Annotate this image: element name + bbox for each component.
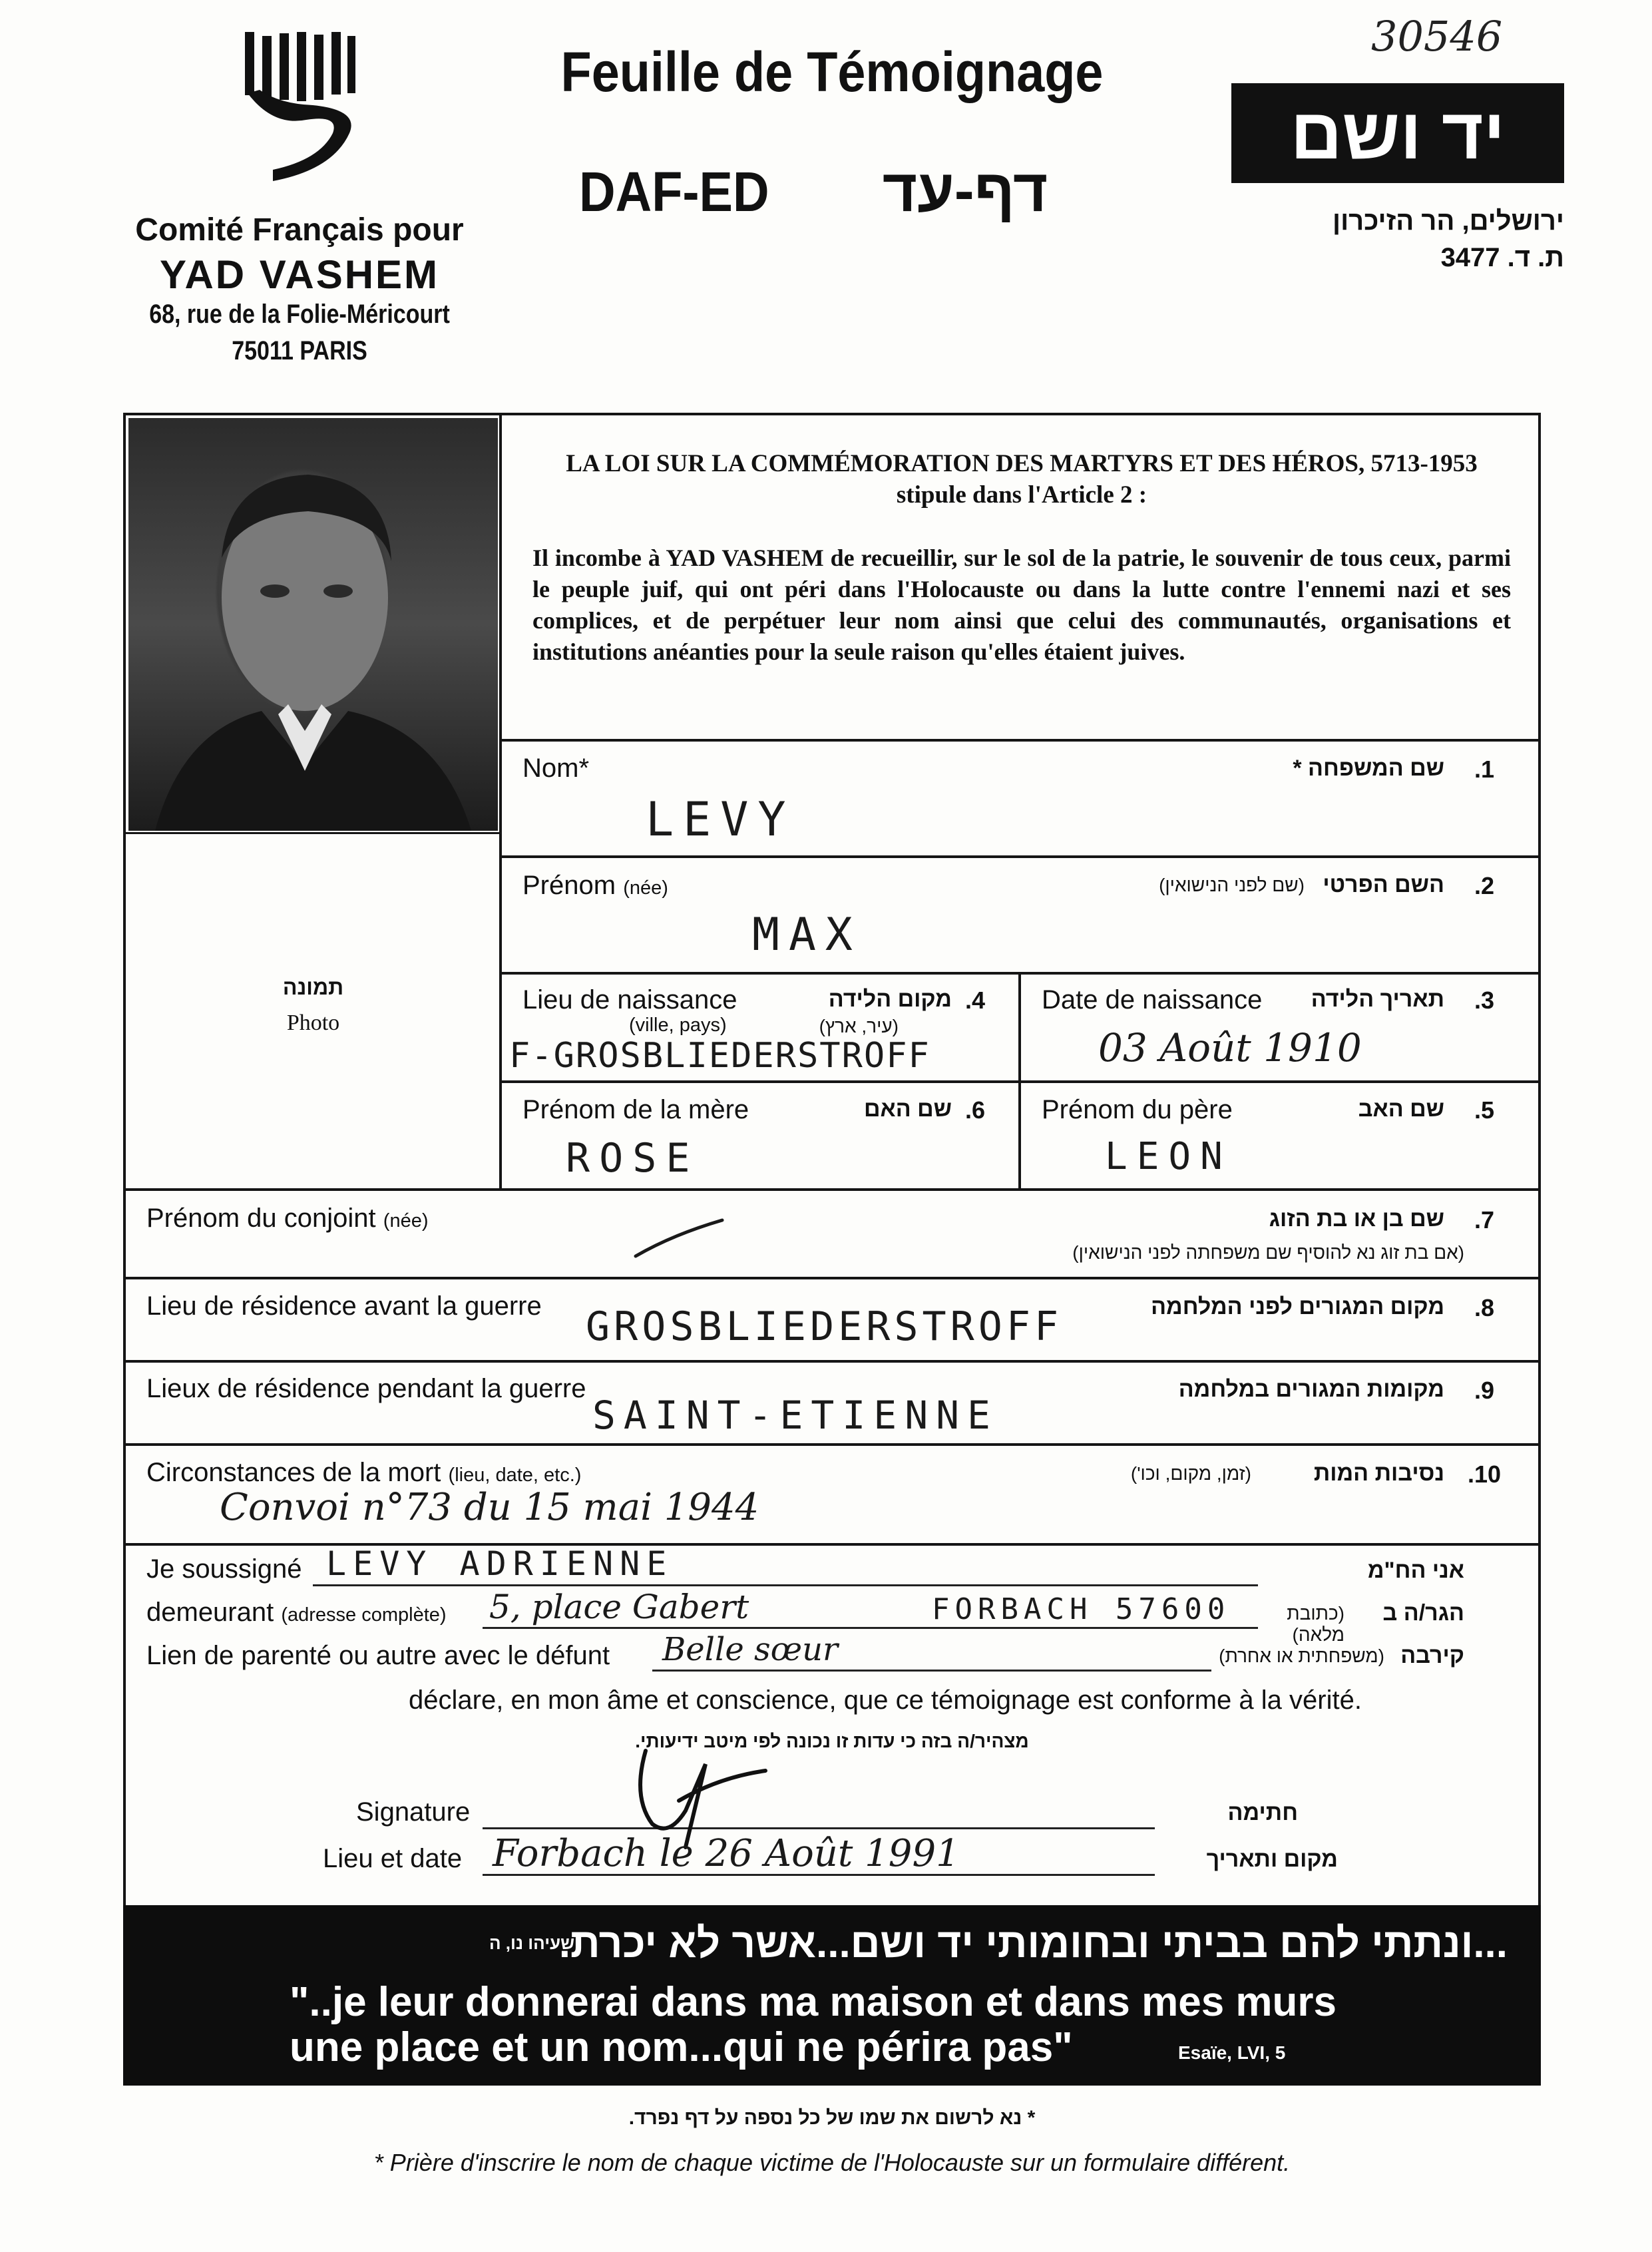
law-body: Il incombe à YAD VASHEM de recueillir, sur le sol de la patrie, le souvenir de tous ceux, parmi le peuple juif, qui ont péri dans l'Holocauste ou dans la lutte contre l'ennemi nazi et ses complices, et de perpétuer leur nom ainsi que celui des communautés, organisations et institutions anéanties pour la seule raison qu'elles étaient juives. (532, 545, 1511, 665)
field-8-number: .8 (1474, 1294, 1495, 1321)
field-7-hebrew: שם בן או בת הזוג (1269, 1206, 1444, 1232)
menorah-logo-icon (233, 27, 366, 193)
photo-column-divider (499, 413, 502, 1188)
lien-value[interactable]: Belle sœur (662, 1631, 838, 1668)
org-name-line1: Comité Français pour (135, 212, 464, 248)
soussigne-line (313, 1584, 1258, 1586)
field-10-number: .10 (1468, 1461, 1502, 1488)
demeurant-city[interactable]: FORBACH 57600 (932, 1592, 1231, 1626)
quote-banner (123, 1905, 1541, 2086)
field-5-label: Prénom du père (1042, 1095, 1233, 1124)
field-3-number: .3 (1474, 987, 1495, 1014)
declaration-text: déclare, en mon âme et conscience, que ce témoignage est conforme à la vérité. (409, 1686, 1362, 1715)
field-8-label: Lieu de résidence avant la guerre (146, 1291, 542, 1321)
field-1-number: .1 (1474, 756, 1495, 783)
field-4-label-small: (ville, pays) (629, 1014, 727, 1036)
lien-line (652, 1670, 1211, 1672)
signature-line (483, 1827, 1155, 1829)
field-5-hebrew: שם האב (1358, 1096, 1444, 1122)
field-2-hebrew: השם הפרטי (1323, 872, 1444, 897)
field-1-label: Nom* (522, 754, 590, 783)
place-date-label: Lieu et date (323, 1844, 463, 1873)
page-title: Feuille de Témoignage (560, 41, 1104, 103)
row-rule-9 (123, 1443, 1541, 1446)
archive-number: 30546 (1371, 12, 1503, 61)
signature-hebrew: חתימה (1227, 1800, 1298, 1825)
org-city: 75011 PARIS (232, 336, 367, 365)
org-address: 68, rue de la Folie-Méricourt (149, 300, 450, 329)
soussigne-label: Je soussigné (146, 1554, 302, 1584)
field-6-number: .6 (965, 1096, 986, 1124)
field-1-value[interactable]: LEVY (646, 792, 795, 847)
photo-label: Photo (286, 1011, 340, 1035)
field-6-label: Prénom de la mère (522, 1095, 749, 1124)
field-3-value[interactable]: 03 Août 1910 (1098, 1025, 1362, 1070)
photo-label-hebrew: תמונה (282, 975, 344, 999)
field-8-hebrew: מקום המגורים לפני המלחמה (1151, 1294, 1444, 1319)
field-9-label: Lieux de résidence pendant la guerre (146, 1374, 586, 1403)
field-2-label (522, 871, 668, 901)
demeurant-label-text: demeurant (146, 1598, 274, 1627)
victim-photo (128, 418, 498, 831)
col-divider-34 (1018, 972, 1021, 1188)
field-2-value[interactable]: MAX (752, 909, 862, 961)
demeurant-hebrew: הגר/ה ב (1382, 1600, 1464, 1626)
po-box: ת. ד. 3477 (1440, 243, 1564, 272)
field-2-hebrew-small: (שם לפני הנישואין) (1159, 875, 1305, 895)
yad-vashem-logo (1231, 83, 1564, 183)
row-rule-8 (123, 1360, 1541, 1363)
place-date-value[interactable]: Forbach le 26 Août 1991 (493, 1832, 960, 1875)
field-7-hebrew-small: (אם בת זוג נא להוסיף שם משפחתה לפני הנישואין) (1072, 1242, 1464, 1263)
subtitle-latin: DAF-ED (579, 160, 769, 223)
footer-note: * Prière d'inscrire le nom de chaque victime de l'Holocauste sur un formulaire différent. (373, 2149, 1291, 2176)
demeurant-line (483, 1627, 1258, 1629)
field-7-label-small: (née) (383, 1210, 429, 1232)
field-6-hebrew: שם האם (864, 1096, 952, 1122)
field-9-number: .9 (1474, 1377, 1495, 1404)
row-rule-6 (123, 1188, 1541, 1191)
place-date-hebrew: מקום ותאריך (1206, 1847, 1338, 1872)
row-rule-1 (499, 855, 1541, 858)
lien-hebrew: קירבה (1400, 1643, 1464, 1668)
field-10-hebrew-small: (זמן, מקום, וכו') (1130, 1463, 1251, 1484)
field-7-number: .7 (1474, 1206, 1495, 1234)
field-10-hebrew: נסיבות המות (1313, 1461, 1444, 1486)
field-4-hebrew: מקום הלידה (828, 987, 952, 1012)
law-title: LA LOI SUR LA COMMÉMORATION DES MARTYRS ET DES HÉROS, 5713-1953 (566, 450, 1478, 477)
field-3-label: Date de naissance (1042, 985, 1263, 1014)
field-1-hebrew: שם המשפחה * (1293, 756, 1444, 781)
law-subtitle: stipule dans l'Article 2 : (896, 481, 1147, 509)
row-rule-law (499, 739, 1541, 742)
declaration-hebrew: מצהיר/ה בזה כי עדות זו נכונה לפי מיטב ידיעותי. (635, 1731, 1029, 1751)
demeurant-hebrew-small: (כתובת מלאה) (1287, 1603, 1344, 1645)
field-5-number: .5 (1474, 1096, 1495, 1124)
signature-label: Signature (356, 1797, 471, 1827)
demeurant-label (146, 1598, 447, 1628)
soussigne-value[interactable]: LEVY ADRIENNE (326, 1544, 674, 1583)
banner-hebrew: ...ונתתי להם בביתי ובחומותי יד ושם...אשר לא יכרת. (558, 1920, 1508, 1966)
field-2-number: .2 (1474, 872, 1495, 899)
field-3-hebrew: תאריך הלידה (1311, 987, 1444, 1012)
soussigne-hebrew: אני הח"מ (1367, 1558, 1464, 1583)
demeurant-label-small: (adresse complète) (281, 1604, 447, 1626)
field-4-label: Lieu de naissance (522, 985, 737, 1014)
field-9-value[interactable]: SAINT-ETIENNE (592, 1393, 998, 1438)
portrait-silhouette-icon (128, 418, 498, 831)
row-rule-7 (123, 1277, 1541, 1279)
org-name-line2: YAD VASHEM (159, 252, 440, 297)
field-2-label-small: (née) (623, 877, 668, 899)
field-6-value[interactable]: ROSE (566, 1135, 700, 1182)
field-10-label (146, 1458, 581, 1488)
jerusalem-address: ירושלים, הר הזיכרון (1333, 206, 1564, 236)
field-5-value[interactable]: LEON (1105, 1135, 1232, 1178)
banner-line1: "..je leur donnerai dans ma maison et dans mes murs (290, 1979, 1337, 2025)
banner-hebrew-ref: ישעיהו נו, ה (489, 1933, 580, 1953)
subtitle-hebrew: דף-עד (882, 158, 1048, 224)
field-9-hebrew: מקומות המגורים במלחמה (1178, 1377, 1444, 1402)
field-4-hebrew-small: (עיר, ארץ) (819, 1016, 899, 1036)
field-4-number: .4 (965, 987, 986, 1014)
photo-bottom-rule (123, 832, 501, 834)
field-4-value[interactable]: F-GROSBLIEDERSTROFF (509, 1036, 930, 1076)
footer-hebrew-note: * נא לרשום את שמו של כל נספה על דף נפרד. (628, 2107, 1036, 2129)
field-10-label-text: Circonstances de la mort (146, 1458, 441, 1487)
lien-label: Lien de parenté ou autre avec le défunt (146, 1641, 610, 1670)
field-7-label (146, 1204, 428, 1234)
lien-hebrew-small: (משפחתית או אחרת) (1219, 1646, 1384, 1666)
banner-line2: une place et un nom...qui ne périra pas" (290, 2024, 1073, 2070)
field-2-label-text: Prénom (522, 871, 616, 900)
field-10-value[interactable]: Convoi n°73 du 15 mai 1944 (220, 1486, 759, 1529)
banner-ref: Esaïe, LVI, 5 (1178, 2042, 1286, 2063)
field-10-label-small: (lieu, date, etc.) (448, 1464, 582, 1486)
demeurant-value[interactable]: 5, place Gabert (489, 1588, 749, 1626)
field-7-dash-stroke (632, 1215, 725, 1261)
logo-hebrew-text: יד ושם (1290, 93, 1506, 174)
field-7-label-text: Prénom du conjoint (146, 1204, 376, 1233)
field-8-value[interactable]: GROSBLIEDERSTROFF (586, 1303, 1063, 1350)
